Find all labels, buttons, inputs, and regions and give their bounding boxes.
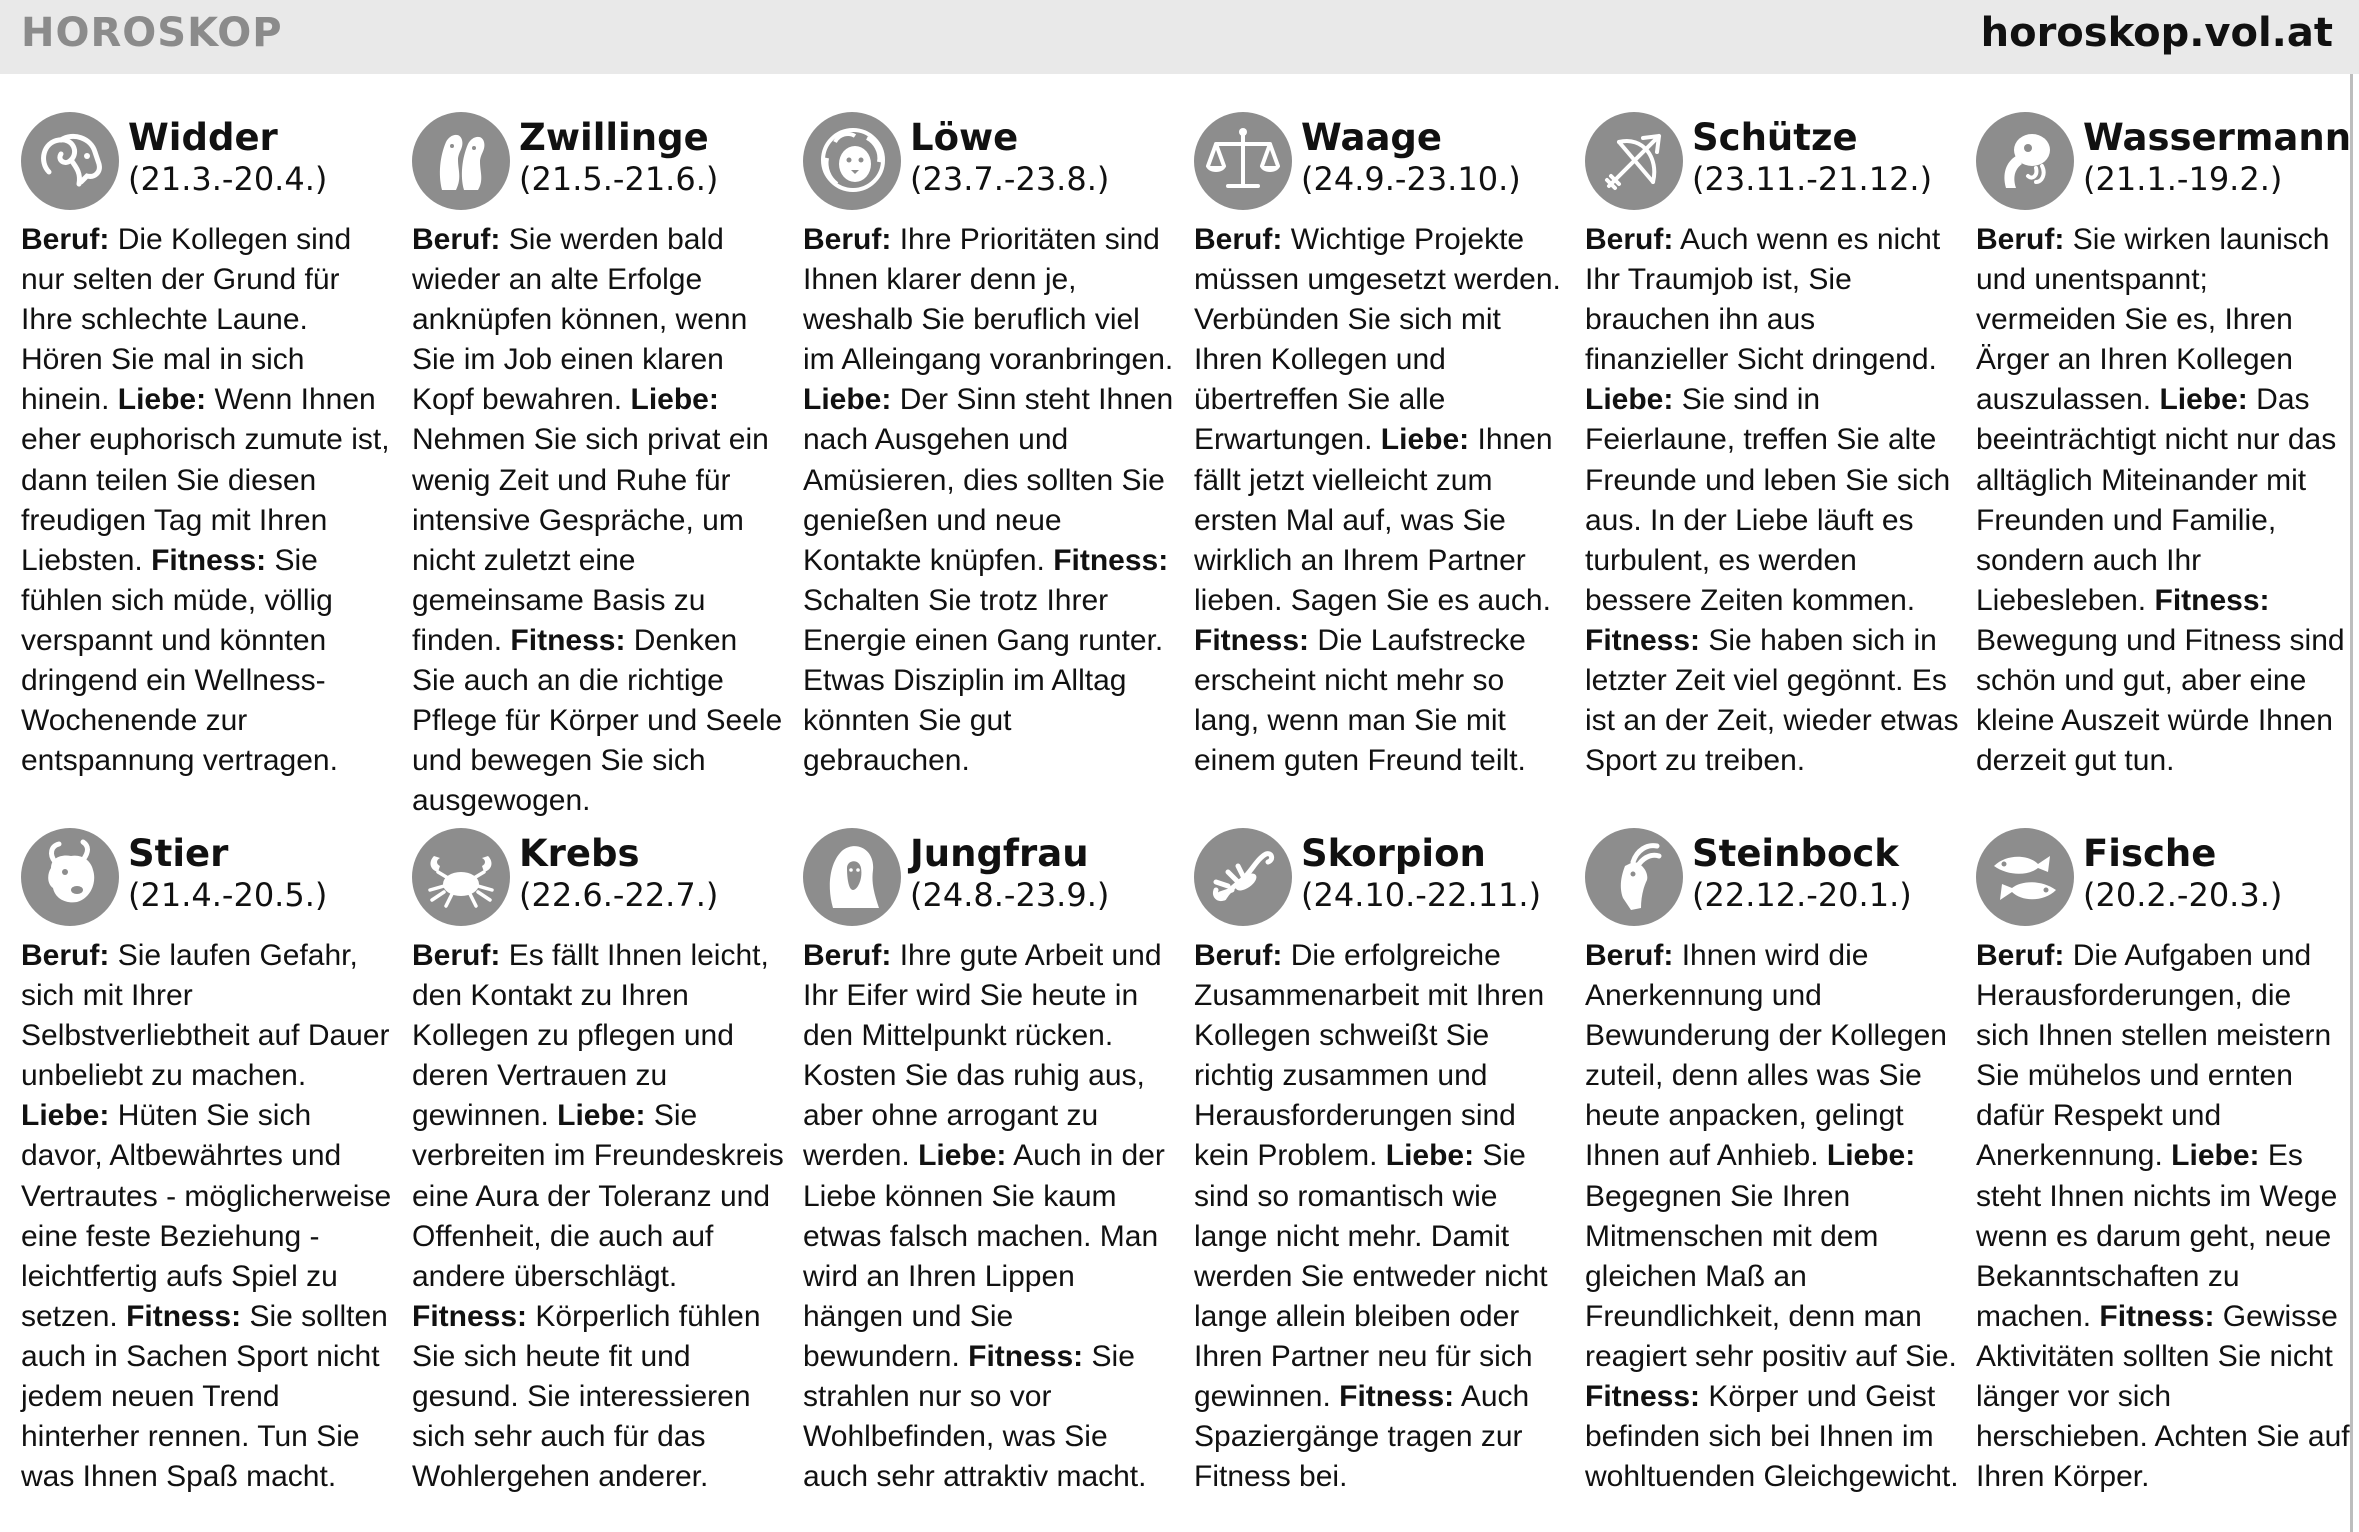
fitness-text: Gewisse Aktivitäten sollten Sie nicht länger vor sich herschieben. Achten Sie auf Ihren Körper. [1976,1299,2350,1494]
beruf-label: Beruf: [1976,223,2065,256]
liebe-label: Liebe: [918,1139,1007,1173]
fitness-text: Sie haben sich in letzter Zeit viel gegönnt. Es ist an der Zeit, wieder etwas Sport zu treiben. [1585,623,1959,778]
twins-icon [412,112,510,210]
sign-text [1976,936,2351,1496]
beruf-text: Ihre gute Arbeit und Ihr Eifer wird Sie heute in den Mittelpunkt rücken. Kosten Sie das ruhig aus, aber ohne arrogant zu werden. [803,939,1162,1173]
sign-stier [21,828,396,1508]
sign-wassermann [1976,112,2351,792]
sign-name: Schütze [1692,116,1858,159]
liebe-label: Liebe: [557,1099,646,1133]
liebe-text: Sie verbreiten im Freundeskreis eine Aura der Toleranz und Offenheit, die auch auf andere überschlägt. [412,1099,784,1293]
beruf-label: Beruf: [803,939,892,972]
sign-text [21,220,396,780]
liebe-label: Liebe: [2159,383,2248,417]
sign-name: Skorpion [1301,832,1486,875]
beruf-text: Wichtige Projekte müssen umgesetzt werden. Verbünden Sie sich mit Ihren Kollegen und übertreffen Sie alle Erwartungen. [1194,223,1561,457]
header-site-link[interactable]: horoskop.vol.at [1980,10,2333,56]
liebe-text: Sie sind so romantisch wie lange nicht mehr. Damit werden Sie entweder nicht lange allein bleiben oder Ihren Partner neu für sich gewinnen. [1194,1139,1548,1414]
liebe-text: Der Sinn steht Ihnen nach Ausgehen und Amüsieren, dies sollten Sie genießen und neue Kontakte knüpfen. [803,383,1174,577]
liebe-label: Liebe: [1380,423,1470,457]
beruf-text: Sie laufen Gefahr, sich mit Ihrer Selbstverliebtheit auf Dauer unbeliebt zu machen. [21,939,390,1093]
fitness-label: Fitness: [510,623,626,657]
liebe-text: Hüten Sie sich davor, Altbewährtes und Vertrautes - möglicherweise eine feste Beziehung - leichtfertig aufs Spiel zu setzen. [21,1099,392,1333]
sign-text [1976,220,2351,780]
fitness-text: Sie strahlen nur so vor Wohlbefinden, was Sie auch sehr attraktiv macht. [803,1339,1147,1494]
liebe-label: Liebe: [630,383,719,417]
beruf-text: Die Kollegen sind nur selten der Grund für Ihre schlechte Laune. Hören Sie mal in sich hinein. [21,223,352,417]
liebe-text: Wenn Ihnen eher euphorisch zumute ist, dann teilen Sie diesen freudigen Tag mit Ihren Liebsten. [21,383,390,577]
beruf-label: Beruf: [1194,223,1283,256]
sign-krebs [412,828,787,1508]
liebe-label: Liebe: [2171,1139,2260,1173]
beruf-text: Sie werden bald wieder an alte Erfolge anknüpfen können, wenn Sie im Job einen klaren Kopf bewahren. [412,223,748,417]
sign-dates: (21.1.-19.2.) [2083,160,2283,198]
sign-name: Widder [128,116,278,159]
liebe-label: Liebe: [1826,1139,1916,1173]
beruf-label: Beruf: [21,939,110,972]
fitness-label: Fitness: [1194,623,1310,657]
fitness-label: Fitness: [412,1299,528,1333]
sign-name: Waage [1301,116,1443,159]
liebe-text: Nehmen Sie sich privat ein wenig Zeit und Ruhe für intensive Gespräche, um nicht zuletzt eine gemeinsame Basis zu finden. [412,423,769,657]
fitness-text: Bewegung und Fitness sind schön und gut, aber eine kleine Auszeit würde Ihnen derzeit gut tun. [1976,623,2345,778]
beruf-label: Beruf: [21,223,110,256]
fitness-text: Sie fühlen sich müde, völlig verspannt und könnten dringend ein Wellness-Wochenende zur entspannung vertragen. [21,543,338,778]
beruf-label: Beruf: [1585,223,1674,256]
sign-dates: (21.5.-21.6.) [519,160,719,198]
sign-dates: (24.8.-23.9.) [910,876,1110,914]
liebe-label: Liebe: [117,383,207,417]
lion-icon [803,112,901,210]
sign-dates: (22.12.-20.1.) [1692,876,1912,914]
fitness-label: Fitness: [1053,543,1169,577]
beruf-label: Beruf: [412,223,501,256]
sign-dates: (23.11.-21.12.) [1692,160,1933,198]
fitness-label: Fitness: [1339,1380,1455,1414]
sign-name: Stier [128,832,229,875]
sign-name: Wassermann [2083,116,2352,159]
fitness-text: Denken Sie auch an die richtige Pflege für Körper und Seele und bewegen Sie sich ausgewogen. [412,623,783,818]
sign-dates: (21.3.-20.4.) [128,160,328,198]
fitness-label: Fitness: [151,543,267,577]
liebe-label: Liebe: [1585,383,1674,417]
sign-dates: (20.2.-20.3.) [2083,876,2283,914]
sign-name: Steinbock [1692,832,1899,875]
sign-name: Krebs [519,832,640,875]
sign-text [412,936,787,1496]
sign-loewe [803,112,1178,792]
liebe-label: Liebe: [803,383,892,417]
liebe-text: Auch in der Liebe können Sie kaum etwas falsch machen. Man wird an Ihren Lippen hängen und Sie bewundern. [803,1139,1165,1373]
fitness-label: Fitness: [126,1299,242,1333]
beruf-text: Die erfolgreiche Zusammenarbeit mit Ihren Kollegen schweißt Sie richtig zusammen und Herausforderungen sind kein Problem. [1194,939,1545,1173]
sign-dates: (21.4.-20.5.) [128,876,328,914]
sign-name: Fische [2083,832,2217,875]
fish-icon [1976,828,2074,926]
fitness-text: Körperlich fühlen Sie sich heute fit und gesund. Sie interessieren sich sehr auch für das Wohlergehen anderer. [412,1299,761,1494]
goat-icon [1585,828,1683,926]
fitness-text: Schalten Sie trotz Ihrer Energie einen Gang runter. Etwas Disziplin im Alltag könnten Sie gut gebrauchen. [803,583,1164,778]
fitness-label: Fitness: [2099,1299,2215,1333]
sign-text [412,220,787,818]
fitness-label: Fitness: [1585,623,1701,657]
sign-jungfrau [803,828,1178,1508]
fitness-label: Fitness: [968,1339,1084,1373]
beruf-label: Beruf: [803,223,892,256]
sign-fische [1976,828,2351,1508]
beruf-label: Beruf: [1585,939,1674,972]
liebe-text: Sie sind in Feierlaune, treffen Sie alte Freunde und leben Sie sich aus. In der Liebe läuft es turbulent, es werden bessere Zeiten kommen. [1585,383,1951,617]
sign-name: Jungfrau [910,832,1089,875]
liebe-text: Das beeinträchtigt nicht nur das alltäglich Miteinander mit Freunden und Familie, sondern auch Ihr Liebesleben. [1976,383,2337,617]
fitness-text: Körper und Geist befinden sich bei Ihnen im wohltuenden Gleichgewicht. [1585,1380,1959,1494]
crab-icon [412,828,510,926]
water-bearer-icon [1976,112,2074,210]
sign-text [1194,220,1569,780]
fitness-label: Fitness: [2154,583,2270,617]
bull-icon [21,828,119,926]
liebe-text: Es steht Ihnen nichts im Wege wenn es darum geht, neue Bekanntschaften zu machen. [1976,1139,2338,1333]
liebe-text: Ihnen fällt jetzt vielleicht zum ersten Mal auf, was Sie wirklich an Ihrem Partner lieben. Sagen Sie es auch. [1194,423,1553,617]
archer-icon [1585,112,1683,210]
beruf-label: Beruf: [1194,939,1283,972]
header-bar [0,0,2359,74]
scorpion-icon [1194,828,1292,926]
scales-icon [1194,112,1292,210]
sign-dates: (24.10.-22.11.) [1301,876,1542,914]
liebe-text: Begegnen Sie Ihren Mitmenschen mit dem gleichen Maß an Freundlichkeit, denn man reagiert sehr positiv auf Sie. [1585,1179,1957,1373]
fitness-text: Auch Spaziergänge tragen zur Fitness bei. [1194,1380,1530,1494]
sign-text [803,220,1178,780]
beruf-text: Es fällt Ihnen leicht, den Kontakt zu Ihren Kollegen zu pflegen und deren Vertrauen zu gewinnen. [412,939,769,1133]
fitness-label: Fitness: [1585,1380,1701,1414]
beruf-text: Sie wirken launisch und unentspannt; vermeiden Sie es, Ihren Ärger an Ihren Kollegen auszulassen. [1976,223,2330,417]
sign-skorpion [1194,828,1569,1508]
fitness-text: Die Laufstrecke erscheint nicht mehr so lang, wenn man Sie mit einem guten Freund teilt. [1194,623,1526,778]
fitness-text: Sie sollten auch in Sachen Sport nicht jedem neuen Trend hinterher rennen. Tun Sie was Ihnen Spaß macht. [21,1299,388,1494]
beruf-text: Ihre Prioritäten sind Ihnen klarer denn je, weshalb Sie beruflich viel im Alleingang voranbringen. [803,223,1174,377]
sign-steinbock [1585,828,1960,1508]
beruf-text: Ihnen wird die Anerkennung und Bewunderung der Kollegen zuteil, denn alles was Sie heute anpacken, gelingt Ihnen auf Anhieb. [1585,939,1947,1173]
sign-name: Zwillinge [519,116,709,159]
sign-text [1585,936,1960,1496]
sign-dates: (22.6.-22.7.) [519,876,719,914]
sign-text [803,936,1178,1496]
header-title: HOROSKOP [21,10,283,56]
liebe-label: Liebe: [1385,1139,1475,1173]
beruf-text: Die Aufgaben und Herausforderungen, die sich Ihnen stellen meistern Sie mühelos und ernten dafür Respekt und Anerkennung. [1976,939,2332,1173]
virgin-icon [803,828,901,926]
sign-text [1585,220,1960,780]
sign-name: Löwe [910,116,1019,159]
beruf-text: Auch wenn es nicht Ihr Traumjob ist, Sie brauchen ihn aus finanzieller Sicht dringend. [1585,223,1941,377]
sign-text [21,936,396,1496]
sign-schuetze [1585,112,1960,792]
beruf-label: Beruf: [412,939,501,972]
sign-dates: (23.7.-23.8.) [910,160,1110,198]
sign-dates: (24.9.-23.10.) [1301,160,1521,198]
sign-widder [21,112,396,792]
sign-text [1194,936,1569,1496]
ram-icon [21,112,119,210]
liebe-label: Liebe: [21,1099,110,1133]
beruf-label: Beruf: [1976,939,2065,972]
sign-zwillinge [412,112,787,818]
sign-waage [1194,112,1569,792]
